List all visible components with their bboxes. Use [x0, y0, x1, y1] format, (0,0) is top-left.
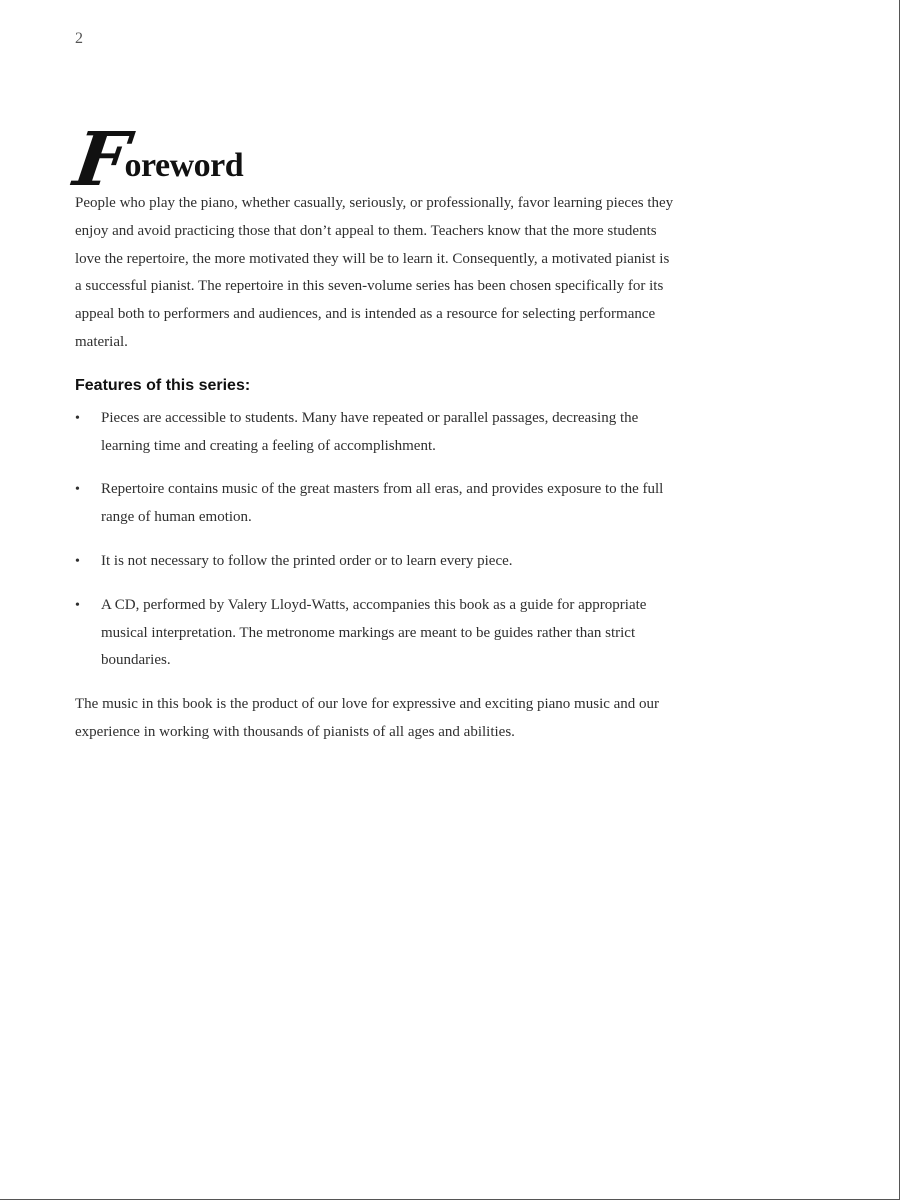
bullet-icon: •	[75, 597, 80, 613]
feature-item	[75, 405, 675, 461]
feature-text: Repertoire contains music of the great masters from all eras, and provides exposure to the full range of human emotion.	[101, 481, 664, 526]
bullet-icon: •	[75, 410, 80, 426]
page-number: 2	[75, 30, 83, 47]
intro-paragraph: People who play the piano, whether casually, seriously, or professionally, favor learning pieces they enjoy and avoid practicing those that don’t appeal to them. Teachers know that the more students love the repertoire, the more motivated they will be to learn it. Consequently, a motivated pianist is a successful pianist. The repertoire in this seven-volume series has been chosen specifically for its appeal both to performers and audiences, and is intended as a resource for selecting performance material.	[75, 195, 674, 350]
page-title	[68, 117, 244, 204]
feature-item	[75, 592, 675, 675]
features-heading: Features of this series:	[75, 376, 251, 394]
title-text: oreword	[124, 147, 244, 185]
title-decorative-initial: F	[68, 117, 130, 204]
feature-text: Pieces are accessible to students. Many have repeated or parallel passages, decreasing the learning time and creating a feeling of accomplishment.	[101, 409, 639, 454]
feature-text: It is not necessary to follow the printed order or to learn every piece.	[101, 552, 513, 569]
feature-item	[75, 548, 675, 576]
feature-item	[75, 476, 675, 532]
features-list	[75, 405, 675, 675]
feature-text: A CD, performed by Valery Lloyd-Watts, accompanies this book as a guide for appropriate musical interpretation. The metronome markings are meant to be guides rather than strict boundaries.	[101, 596, 647, 669]
bullet-icon: •	[75, 482, 80, 498]
bullet-icon: •	[75, 553, 80, 569]
main-content	[75, 190, 675, 747]
closing-paragraph: The music in this book is the product of our love for expressive and exciting piano music and our experience in working with thousands of pianists of all ages and abilities.	[75, 696, 660, 740]
